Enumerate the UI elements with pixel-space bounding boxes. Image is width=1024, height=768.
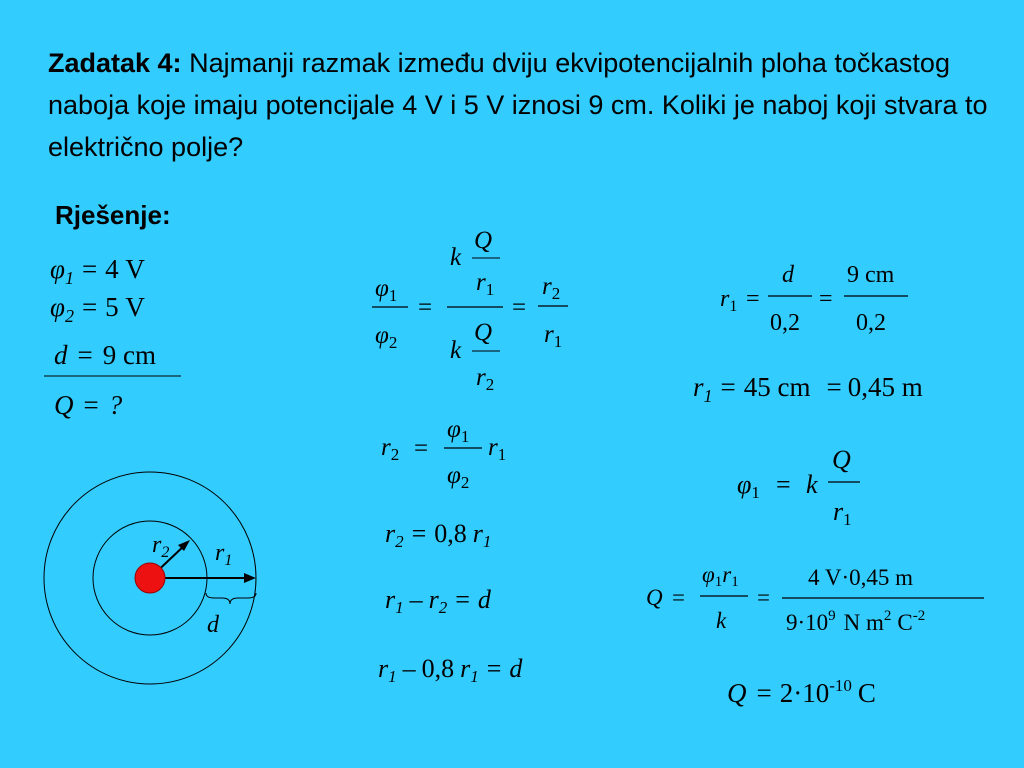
ratio-k-bottom: k [450,337,462,364]
ratio-phi1: $\varphi_1$ [375,275,398,305]
problem-text: Najmanji razmak između dviju ekvipotencijalnih ploha točkastog naboja koje imaju potencijale 4 V i 5 V iznosi 9 cm. Koliki je naboj koji stvara to električno polje? [48,48,988,162]
qf-den: $9\cdot 10^9$ N $m^2$ $C^{-2}$ [786,608,926,635]
label-r1: $r_1$ [215,540,233,569]
ratio-eq1: = [418,294,433,321]
r2f-eq: = [414,435,429,462]
charge-result: $Q = 2\cdot 10^{-10}$ C [727,676,876,708]
r1-formula [720,262,908,336]
r1-value: $r_1 = 45$ cm = 0,45 m [693,372,923,406]
ratio-r1-right: $r_1$ [544,321,563,351]
ratio-equation [372,227,568,394]
qf-phi1r1: φ1r1 [702,562,739,590]
r1f-eq1: = [746,286,760,312]
given-phi2: $\varphi_2 = 5$ V [50,292,145,326]
r1f-eq2: = [819,286,833,312]
ratio-r2-right: $r_2$ [542,273,561,303]
r1f-d: d [782,262,794,288]
qf-Q: Q [646,585,663,610]
diagram-labels [152,532,232,638]
field-diagram [44,472,256,684]
solution-heading: Rješenje: [55,200,171,230]
r2-formula [381,416,506,492]
r1f-den1: 0,2 [770,310,800,336]
potential-formula [737,445,860,529]
qf-num: 4 V·0,45 m [808,565,913,590]
r2f-phi2: $\varphi_2$ [447,462,470,492]
r1-arrowhead [244,573,256,583]
ratio-Q-top: Q [474,227,493,254]
given-phi1: $\varphi_1 = 4$ V [50,254,145,288]
given-Q: Q = ? [54,390,123,420]
given-block [44,254,181,420]
qf-k: k [716,608,727,633]
r2f-r1: $r_1$ [488,434,507,464]
r1f-r1: $r_1$ [720,286,738,315]
r2f-phi1: $\varphi_1$ [447,416,470,446]
r2f-r2: $r_2$ [381,434,400,464]
pf-phi1: φ1 [737,470,760,502]
ratio-phi2: $\varphi_2$ [375,322,398,352]
qf-eq1: = [672,585,685,610]
pf-k: k [806,470,818,499]
ratio-eq2: = [512,294,527,321]
r1f-num2: 9 cm [847,262,895,288]
label-r2: $r_2$ [152,532,170,561]
r1f-den2: 0,2 [856,310,886,336]
label-d: d [207,612,219,638]
ratio-r1: $r_1$ [476,269,495,299]
ratio-k-top: k [450,244,462,271]
qf-eq2: = [757,585,770,610]
point-charge [135,563,165,593]
pf-eq: = [776,470,791,499]
ratio-Q-bottom: Q [474,319,493,346]
pf-Q: Q [832,445,851,474]
d-brace [206,593,256,604]
charge-formula [646,562,984,635]
difference-equation: r1 – r2 = d [385,585,491,617]
pf-r1: r1 [833,497,852,529]
ratio-r2: $r_2$ [476,364,495,394]
problem-label: Zadatak 4: [48,48,182,78]
difference-equation-2: r1 – 0,8 r1 = d [378,654,523,686]
given-d: d = 9 cm [54,340,156,370]
r2-value: r2 = 0,8 r1 [385,519,492,551]
